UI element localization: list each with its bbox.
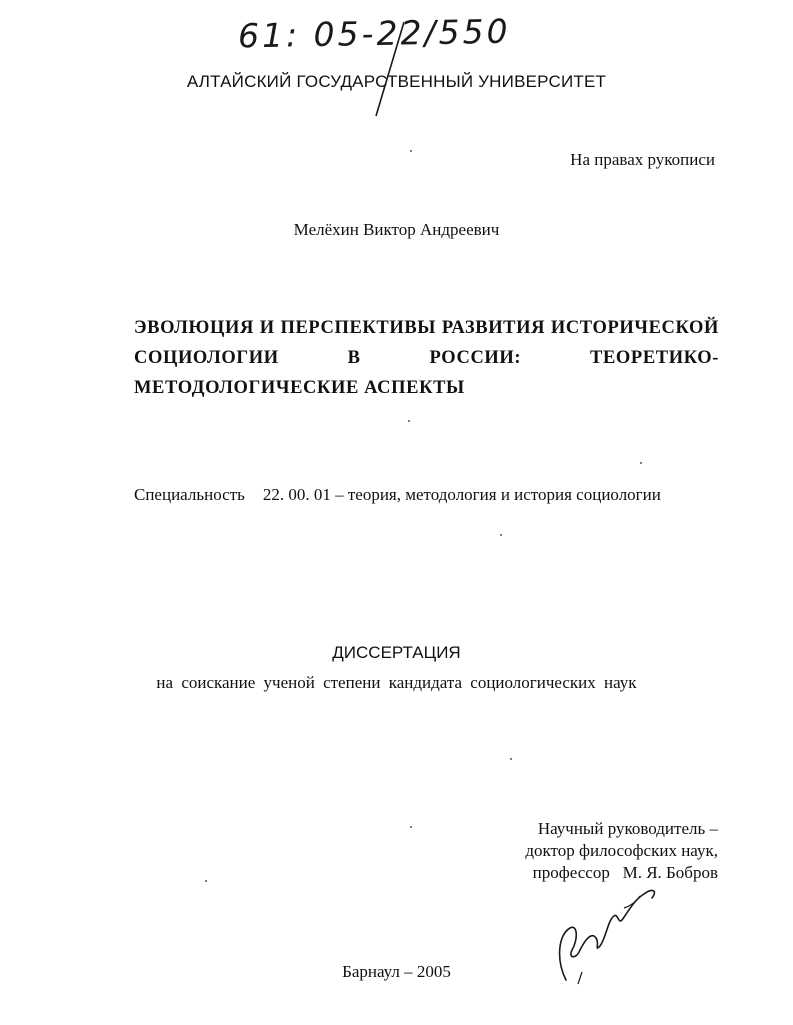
specialty-name: – теория, методология и история социологии xyxy=(335,485,661,504)
dissertation-title: ЭВОЛЮЦИЯ И ПЕРСПЕКТИВЫ РАЗВИТИЯ ИСТОРИЧЕСКОЙ СОЦИОЛОГИИ В РОССИИ: ТЕОРЕТИКО-МЕТОДОЛОГИЧЕСКИЕ АСПЕКТЫ xyxy=(134,318,719,398)
supervisor-role: Научный руководитель – xyxy=(537,819,718,838)
city-year: Барнаул – 2005 xyxy=(342,962,451,981)
scan-speck xyxy=(410,826,412,828)
scan-speck xyxy=(640,462,642,464)
scan-speck xyxy=(500,534,502,536)
manuscript-note: На правах рукописи xyxy=(570,150,715,169)
supervisor-block xyxy=(525,818,718,884)
specialty-label: Специальность xyxy=(134,485,245,504)
specialty-code: 22. 00. 01 xyxy=(262,485,331,504)
supervisor-title: профессор xyxy=(532,863,610,882)
document-type: ДИССЕРТАЦИЯ xyxy=(332,643,461,662)
archive-code-slash xyxy=(370,20,410,120)
supervisor-degree: доктор философских наук, xyxy=(525,841,718,860)
scan-speck xyxy=(205,880,207,882)
archive-code-text: 61: 05-22/550 xyxy=(237,11,511,56)
supervisor-name: М. Я. Бобров xyxy=(622,863,718,882)
scan-speck xyxy=(510,758,512,760)
degree-line: на соискание ученой степени кандидата социологических наук xyxy=(156,673,637,692)
scan-speck xyxy=(408,420,410,422)
university-name: АЛТАЙСКИЙ ГОСУДАРСТВЕННЫЙ УНИВЕРСИТЕТ xyxy=(186,72,607,91)
specialty-line xyxy=(134,485,661,505)
author-name: Мелёхин Виктор Андреевич xyxy=(293,220,500,239)
scan-speck xyxy=(410,150,412,152)
